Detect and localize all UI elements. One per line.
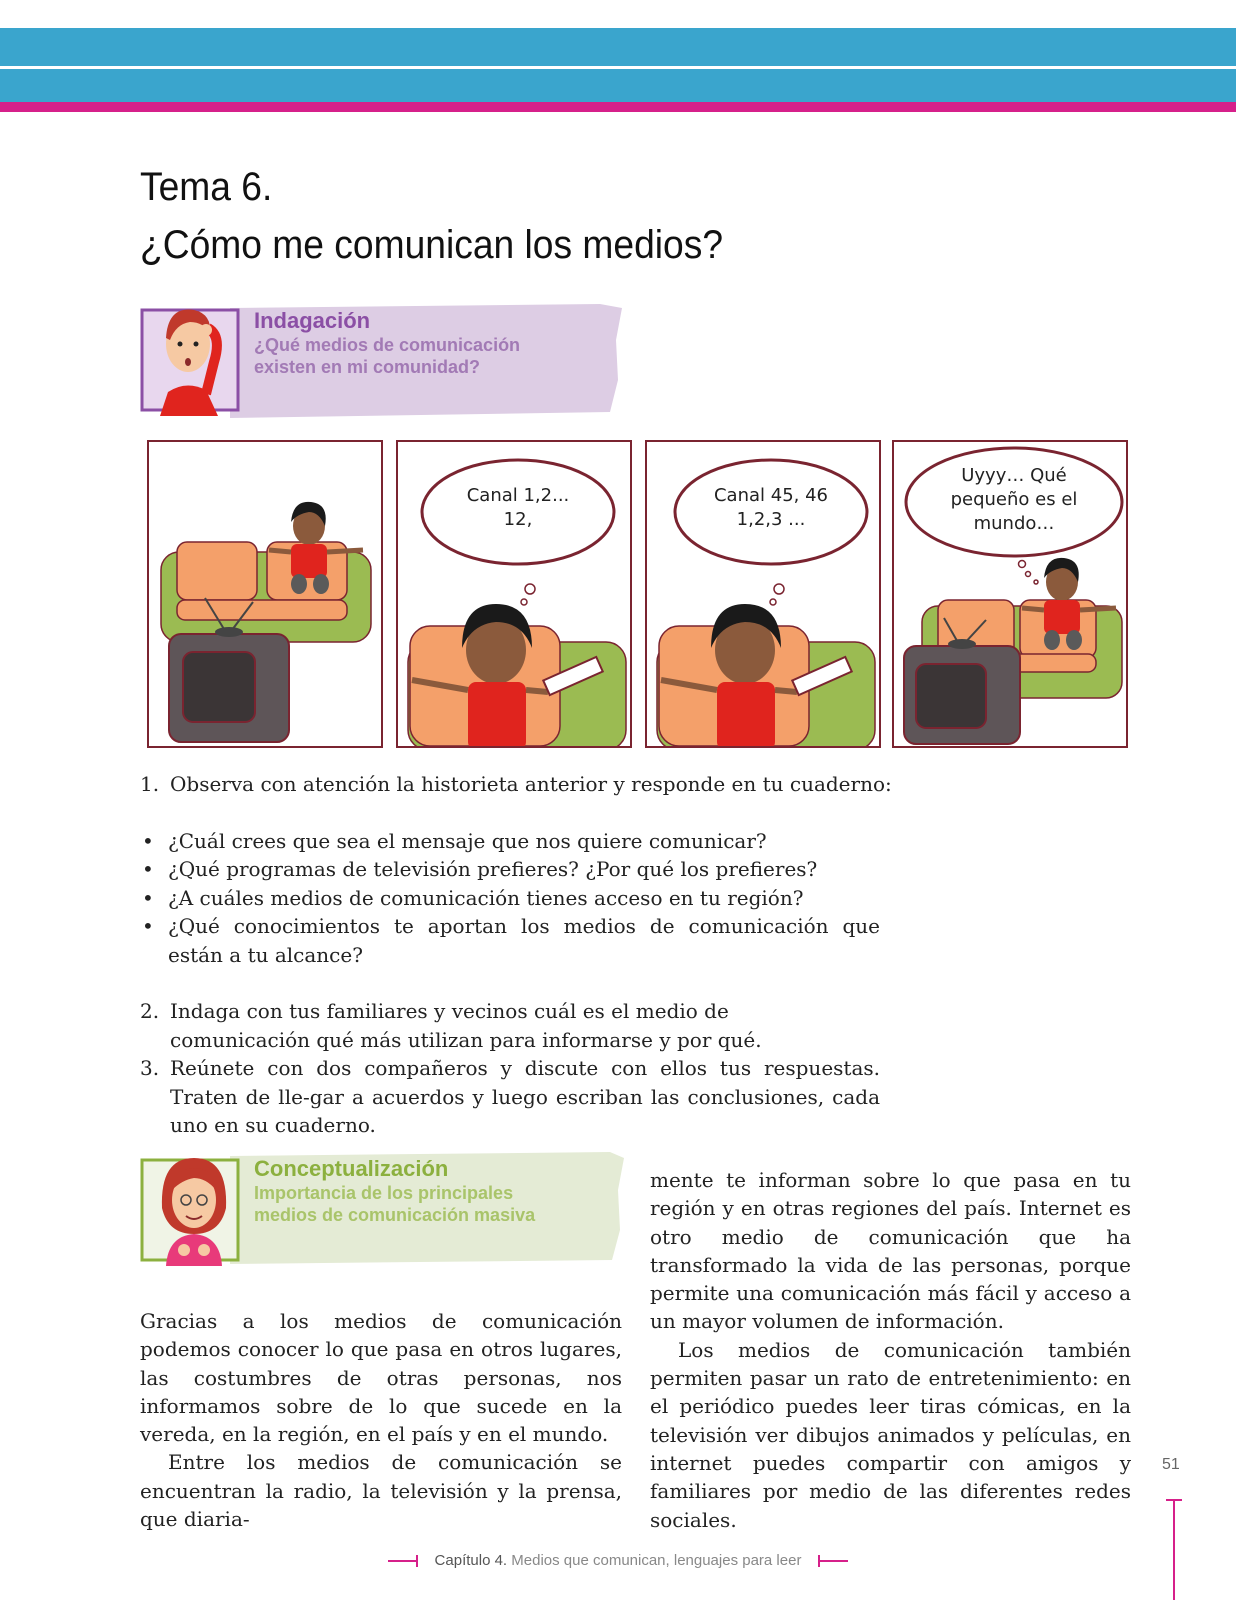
list-item: • ¿Cuál crees que sea el mensaje que nos quiere comunicar?: [140, 827, 880, 856]
text-right-paragraph-1: mente te informan sobre lo que pasa en tu región y en otras regiones del país. Internet es otro medio de comunicación que ha transformado la vida de las personas, porque permite una comunicación más fácil y acceso a un mayor volumen de información.: [650, 1168, 1131, 1334]
text-left-paragraph-2: Entre los medios de comunicación se encuentran la radio, la televisión y la prensa, que diaria-: [140, 1450, 622, 1532]
activity-item-1-number: 1.: [140, 772, 160, 796]
header-pink-stripe: [0, 102, 1236, 112]
footer-chapter-title: Medios que comunican, lenguajes para leer: [511, 1552, 802, 1569]
comic-bubble-3: Canal 45, 46 1,2,3 ...: [713, 485, 828, 530]
boy-thinking-icon: [146, 300, 246, 416]
page-number: 51: [1162, 1456, 1180, 1473]
footer-right-marker: [818, 1555, 848, 1567]
comic-panel-1: [147, 440, 383, 748]
header-band-bottom: [0, 69, 1236, 102]
activity-item-2-text: Indaga con tus familiares y vecinos cuál es el medio de comunicación qué más utilizan para informarse y por qué.: [170, 999, 762, 1052]
title-line-1: Tema 6.: [140, 165, 273, 209]
indagacion-box: [140, 300, 630, 420]
girl-on-sofa-with-tv-illustration: [149, 442, 383, 748]
footer-chapter-label: Capítulo 4.: [434, 1552, 508, 1569]
activity-item-3-text: Reúnete con dos compañeros y discute con ellos tus respuestas. Traten de lle-gar a acuerdos y luego escriban las conclusiones, cada uno en su cuaderno.: [170, 1056, 880, 1137]
activity-question-list: [140, 827, 880, 970]
conceptualizacion-title: Conceptualización: [254, 1156, 449, 1181]
conceptualizacion-box: [140, 1150, 630, 1270]
activity-item-3-number: 3.: [140, 1056, 160, 1080]
comic-bubble-2: Canal 1,2... 12,: [466, 485, 570, 530]
indagacion-title: Indagación: [254, 308, 371, 333]
activity-item-2-number: 2.: [140, 999, 160, 1023]
comic-panel-3: [645, 440, 881, 748]
comic-panel-4: [892, 440, 1128, 748]
text-right-paragraph-2: Los medios de comunicación también permiten pasar un rato de entretenimiento: en el periódico puedes leer tiras cómicas, en la televisión ver dibujos animados y películas, en internet puedes compartir con amigos y familiares por medio de las diferentes redes sociales.: [650, 1337, 1131, 1532]
page-footer: [0, 1552, 1236, 1569]
text-column-right: [650, 1166, 1131, 1534]
indagacion-subtitle: ¿Qué medios de comunicación existen en mi comunidad?: [254, 335, 521, 377]
list-item: • ¿Qué conocimientos te aportan los medios de comunicación que están a tu alcance?: [140, 912, 880, 969]
title-line-2: ¿Cómo me comunican los medios?: [140, 223, 724, 267]
comic-panel-2: [396, 440, 632, 748]
text-left-paragraph-1: Gracias a los medios de comunicación podemos conocer lo que pasa en otros lugares, las costumbres de otras personas, nos informamos sobre de lo que sucede en la vereda, en la región, en el país y en el mundo.: [140, 1309, 622, 1447]
comic-bubble-4: Uyyy… Qué pequeño es el mundo…: [950, 465, 1078, 534]
list-item: • ¿A cuáles medios de comunicación tienes acceso en tu región?: [140, 884, 880, 913]
list-item: • ¿Qué programas de televisión prefieres? ¿Por qué los prefieres?: [140, 855, 880, 884]
text-column-left: [140, 1307, 622, 1533]
activity-item-1-text: Observa con atención la historieta anterior y responde en tu cuaderno:: [170, 772, 892, 796]
header-band-top: [0, 28, 1236, 66]
margin-line: [1173, 1500, 1175, 1600]
conceptualizacion-subtitle: Importancia de los principales medios de comunicación masiva: [254, 1183, 536, 1225]
activity-section: [140, 770, 892, 1140]
footer-left-marker: [388, 1555, 418, 1567]
girl-explaining-icon: [146, 1150, 246, 1266]
page-title: [140, 158, 723, 274]
